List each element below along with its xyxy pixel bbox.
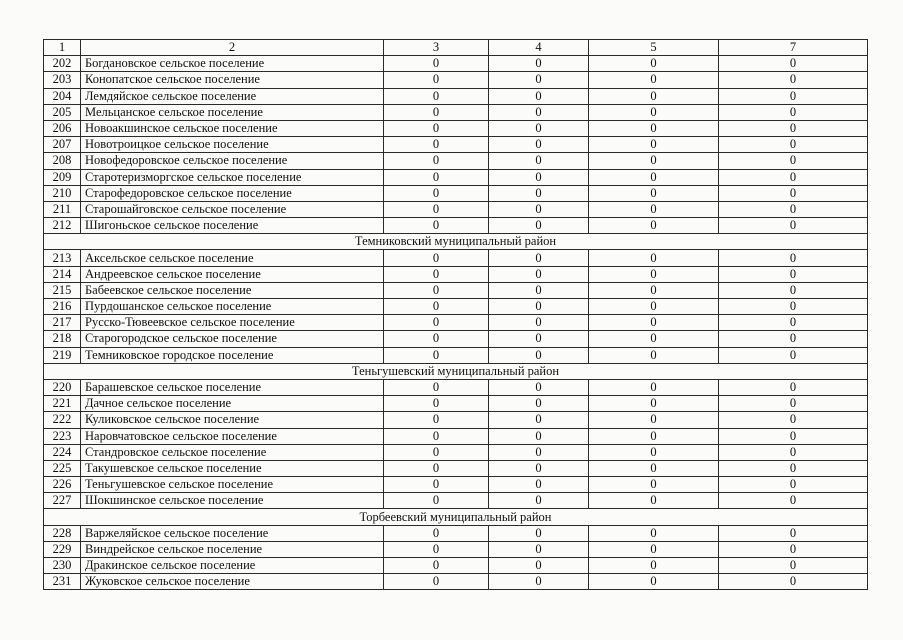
value-col-4: 0 [489, 574, 589, 590]
value-col-7: 0 [719, 379, 868, 395]
value-col-7: 0 [719, 282, 868, 298]
column-number-5: 5 [589, 40, 719, 56]
column-number-1: 1 [44, 40, 81, 56]
value-col-7: 0 [719, 153, 868, 169]
value-col-7: 0 [719, 56, 868, 72]
value-col-3: 0 [384, 558, 489, 574]
value-col-5: 0 [589, 525, 719, 541]
settlement-name: Лемдяйское сельское поселение [81, 88, 384, 104]
table-row [44, 266, 868, 282]
row-number: 222 [44, 412, 81, 428]
value-col-4: 0 [489, 541, 589, 557]
value-col-4: 0 [489, 169, 589, 185]
value-col-5: 0 [589, 185, 719, 201]
value-col-4: 0 [489, 493, 589, 509]
value-col-7: 0 [719, 169, 868, 185]
value-col-7: 0 [719, 525, 868, 541]
value-col-7: 0 [719, 558, 868, 574]
value-col-5: 0 [589, 558, 719, 574]
row-number: 227 [44, 493, 81, 509]
table-row [44, 525, 868, 541]
row-number: 202 [44, 56, 81, 72]
row-number: 226 [44, 477, 81, 493]
district-title: Торбеевский муниципальный район [44, 509, 868, 525]
value-col-4: 0 [489, 185, 589, 201]
table-row [44, 558, 868, 574]
district-section-row [44, 509, 868, 525]
row-number: 229 [44, 541, 81, 557]
value-col-4: 0 [489, 299, 589, 315]
value-col-4: 0 [489, 104, 589, 120]
table-row [44, 299, 868, 315]
row-number: 218 [44, 331, 81, 347]
row-number: 221 [44, 396, 81, 412]
settlement-name: Новотроицкое сельское поселение [81, 137, 384, 153]
value-col-7: 0 [719, 250, 868, 266]
value-col-3: 0 [384, 56, 489, 72]
row-number: 223 [44, 428, 81, 444]
settlement-name: Дачное сельское поселение [81, 396, 384, 412]
value-col-5: 0 [589, 412, 719, 428]
row-number: 217 [44, 315, 81, 331]
value-col-5: 0 [589, 331, 719, 347]
table-row [44, 201, 868, 217]
settlement-name: Аксельское сельское поселение [81, 250, 384, 266]
value-col-5: 0 [589, 428, 719, 444]
value-col-4: 0 [489, 266, 589, 282]
value-col-3: 0 [384, 574, 489, 590]
row-number: 214 [44, 266, 81, 282]
value-col-3: 0 [384, 266, 489, 282]
value-col-3: 0 [384, 315, 489, 331]
value-col-5: 0 [589, 460, 719, 476]
value-col-7: 0 [719, 477, 868, 493]
district-title: Теньгушевский муниципальный район [44, 363, 868, 379]
settlement-name: Бабеевское сельское поселение [81, 282, 384, 298]
value-col-7: 0 [719, 412, 868, 428]
value-col-7: 0 [719, 185, 868, 201]
value-col-5: 0 [589, 72, 719, 88]
value-col-3: 0 [384, 72, 489, 88]
row-number: 203 [44, 72, 81, 88]
value-col-5: 0 [589, 444, 719, 460]
value-col-3: 0 [384, 250, 489, 266]
value-col-4: 0 [489, 153, 589, 169]
row-number: 205 [44, 104, 81, 120]
value-col-5: 0 [589, 169, 719, 185]
table-row [44, 460, 868, 476]
value-col-5: 0 [589, 347, 719, 363]
value-col-5: 0 [589, 282, 719, 298]
value-col-7: 0 [719, 347, 868, 363]
value-col-4: 0 [489, 56, 589, 72]
value-col-5: 0 [589, 201, 719, 217]
settlement-name: Богдановское сельское поселение [81, 56, 384, 72]
district-section-row [44, 363, 868, 379]
settlement-name: Старофедоровское сельское поселение [81, 185, 384, 201]
value-col-7: 0 [719, 428, 868, 444]
settlement-name: Новоакшинское сельское поселение [81, 120, 384, 136]
row-number: 207 [44, 137, 81, 153]
settlement-name: Новофедоровское сельское поселение [81, 153, 384, 169]
table-row [44, 218, 868, 234]
table-row [44, 428, 868, 444]
value-col-4: 0 [489, 396, 589, 412]
value-col-4: 0 [489, 250, 589, 266]
settlement-name: Такушевское сельское поселение [81, 460, 384, 476]
value-col-5: 0 [589, 104, 719, 120]
table-body [44, 40, 868, 590]
value-col-4: 0 [489, 201, 589, 217]
row-number: 216 [44, 299, 81, 315]
value-col-4: 0 [489, 218, 589, 234]
value-col-5: 0 [589, 541, 719, 557]
table-row [44, 412, 868, 428]
column-number-row [44, 40, 868, 56]
settlement-name: Шигоньское сельское поселение [81, 218, 384, 234]
table-row [44, 56, 868, 72]
value-col-7: 0 [719, 201, 868, 217]
value-col-3: 0 [384, 493, 489, 509]
value-col-5: 0 [589, 396, 719, 412]
value-col-7: 0 [719, 218, 868, 234]
table-row [44, 250, 868, 266]
table-row [44, 120, 868, 136]
value-col-3: 0 [384, 201, 489, 217]
value-col-5: 0 [589, 379, 719, 395]
settlement-name: Андреевское сельское поселение [81, 266, 384, 282]
row-number: 213 [44, 250, 81, 266]
value-col-5: 0 [589, 88, 719, 104]
settlement-name: Наровчатовское сельское поселение [81, 428, 384, 444]
value-col-7: 0 [719, 72, 868, 88]
value-col-5: 0 [589, 56, 719, 72]
table-row [44, 347, 868, 363]
value-col-4: 0 [489, 558, 589, 574]
table-row [44, 379, 868, 395]
value-col-5: 0 [589, 153, 719, 169]
value-col-4: 0 [489, 120, 589, 136]
settlement-name: Варжеляйское сельское поселение [81, 525, 384, 541]
row-number: 224 [44, 444, 81, 460]
value-col-7: 0 [719, 493, 868, 509]
row-number: 215 [44, 282, 81, 298]
table-row [44, 541, 868, 557]
value-col-7: 0 [719, 460, 868, 476]
value-col-4: 0 [489, 460, 589, 476]
row-number: 206 [44, 120, 81, 136]
settlement-name: Куликовское сельское поселение [81, 412, 384, 428]
row-number: 219 [44, 347, 81, 363]
value-col-7: 0 [719, 137, 868, 153]
value-col-4: 0 [489, 315, 589, 331]
value-col-7: 0 [719, 266, 868, 282]
row-number: 212 [44, 218, 81, 234]
settlement-name: Стандровское сельское поселение [81, 444, 384, 460]
row-number: 211 [44, 201, 81, 217]
value-col-4: 0 [489, 72, 589, 88]
settlement-name: Шокшинское сельское поселение [81, 493, 384, 509]
value-col-5: 0 [589, 477, 719, 493]
settlement-name: Жуковское сельское поселение [81, 574, 384, 590]
value-col-7: 0 [719, 574, 868, 590]
table-row [44, 169, 868, 185]
column-number-7: 7 [719, 40, 868, 56]
settlement-name: Темниковское городское поселение [81, 347, 384, 363]
table-row [44, 574, 868, 590]
settlement-name: Пурдошанское сельское поселение [81, 299, 384, 315]
value-col-3: 0 [384, 88, 489, 104]
table-row [44, 444, 868, 460]
column-number-2: 2 [81, 40, 384, 56]
value-col-3: 0 [384, 412, 489, 428]
table-row [44, 72, 868, 88]
column-number-4: 4 [489, 40, 589, 56]
value-col-3: 0 [384, 525, 489, 541]
table-row [44, 88, 868, 104]
value-col-3: 0 [384, 331, 489, 347]
value-col-7: 0 [719, 396, 868, 412]
settlement-name: Старогородское сельское поселение [81, 331, 384, 347]
value-col-7: 0 [719, 444, 868, 460]
row-number: 225 [44, 460, 81, 476]
table-row [44, 185, 868, 201]
row-number: 204 [44, 88, 81, 104]
value-col-7: 0 [719, 104, 868, 120]
municipal-data-table [43, 39, 868, 590]
value-col-5: 0 [589, 218, 719, 234]
value-col-5: 0 [589, 574, 719, 590]
value-col-3: 0 [384, 218, 489, 234]
value-col-4: 0 [489, 282, 589, 298]
value-col-3: 0 [384, 185, 489, 201]
value-col-7: 0 [719, 541, 868, 557]
row-number: 230 [44, 558, 81, 574]
value-col-3: 0 [384, 120, 489, 136]
settlement-name: Теньгушевское сельское поселение [81, 477, 384, 493]
settlement-name: Старотеризморгское сельское поселение [81, 169, 384, 185]
value-col-3: 0 [384, 282, 489, 298]
table-row [44, 493, 868, 509]
table-row [44, 137, 868, 153]
settlement-name: Мельцанское сельское поселение [81, 104, 384, 120]
value-col-3: 0 [384, 444, 489, 460]
value-col-4: 0 [489, 428, 589, 444]
table-row [44, 477, 868, 493]
row-number: 228 [44, 525, 81, 541]
value-col-3: 0 [384, 104, 489, 120]
settlement-name: Конопатское сельское поселение [81, 72, 384, 88]
value-col-4: 0 [489, 525, 589, 541]
table-row [44, 331, 868, 347]
value-col-5: 0 [589, 266, 719, 282]
value-col-3: 0 [384, 347, 489, 363]
value-col-4: 0 [489, 347, 589, 363]
district-section-row [44, 234, 868, 250]
value-col-7: 0 [719, 315, 868, 331]
value-col-4: 0 [489, 379, 589, 395]
table-row [44, 315, 868, 331]
value-col-4: 0 [489, 88, 589, 104]
value-col-3: 0 [384, 299, 489, 315]
value-col-5: 0 [589, 137, 719, 153]
value-col-3: 0 [384, 460, 489, 476]
value-col-5: 0 [589, 250, 719, 266]
settlement-name: Дракинское сельское поселение [81, 558, 384, 574]
table-row [44, 153, 868, 169]
row-number: 209 [44, 169, 81, 185]
column-number-3: 3 [384, 40, 489, 56]
row-number: 208 [44, 153, 81, 169]
value-col-7: 0 [719, 88, 868, 104]
value-col-3: 0 [384, 396, 489, 412]
table-row [44, 396, 868, 412]
settlement-name: Барашевское сельское поселение [81, 379, 384, 395]
settlement-name: Старошайговское сельское поселение [81, 201, 384, 217]
value-col-5: 0 [589, 299, 719, 315]
value-col-4: 0 [489, 331, 589, 347]
table-row [44, 104, 868, 120]
value-col-3: 0 [384, 153, 489, 169]
settlement-name: Виндрейское сельское поселение [81, 541, 384, 557]
district-title: Темниковский муниципальный район [44, 234, 868, 250]
value-col-3: 0 [384, 379, 489, 395]
value-col-3: 0 [384, 477, 489, 493]
value-col-5: 0 [589, 315, 719, 331]
value-col-3: 0 [384, 137, 489, 153]
value-col-4: 0 [489, 477, 589, 493]
value-col-7: 0 [719, 331, 868, 347]
value-col-5: 0 [589, 493, 719, 509]
table-row [44, 282, 868, 298]
value-col-3: 0 [384, 428, 489, 444]
value-col-4: 0 [489, 412, 589, 428]
row-number: 231 [44, 574, 81, 590]
value-col-7: 0 [719, 120, 868, 136]
value-col-7: 0 [719, 299, 868, 315]
value-col-3: 0 [384, 541, 489, 557]
value-col-4: 0 [489, 444, 589, 460]
settlement-name: Русско-Тювеевское сельское поселение [81, 315, 384, 331]
value-col-4: 0 [489, 137, 589, 153]
row-number: 220 [44, 379, 81, 395]
row-number: 210 [44, 185, 81, 201]
value-col-5: 0 [589, 120, 719, 136]
value-col-3: 0 [384, 169, 489, 185]
